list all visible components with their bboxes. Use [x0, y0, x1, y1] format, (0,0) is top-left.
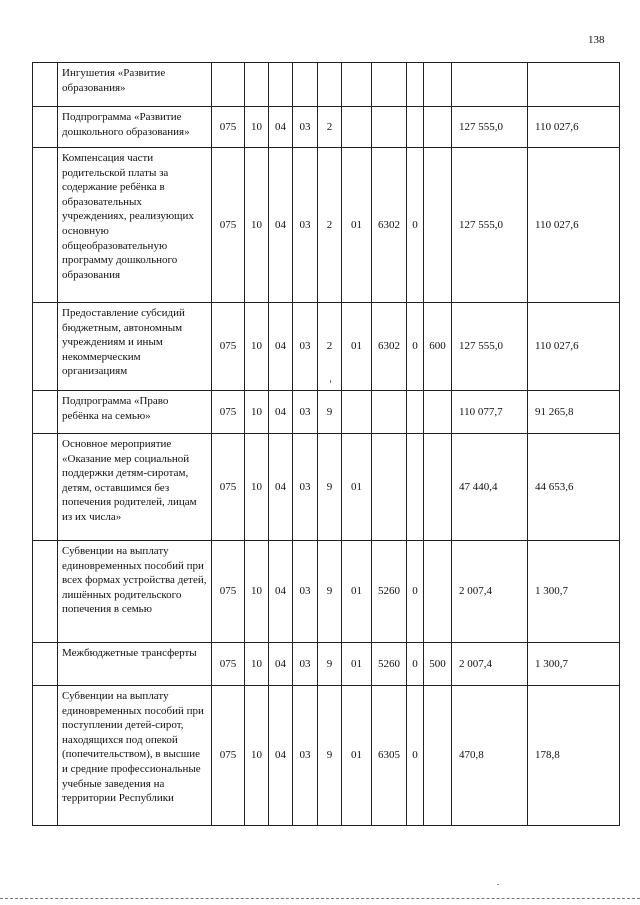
- row-number-cell: [33, 643, 58, 686]
- code-measure: [342, 391, 372, 434]
- code-subdirection: [407, 391, 424, 434]
- amount-planned: 47 440,4: [452, 434, 528, 541]
- code-expense-type: [424, 107, 452, 148]
- code-direction: 5260: [372, 541, 407, 643]
- code-section: 10: [245, 107, 269, 148]
- amount-planned: 2 007,4: [452, 541, 528, 643]
- code-section: 10: [245, 643, 269, 686]
- code-direction: [372, 391, 407, 434]
- code-subsection: 04: [269, 303, 293, 391]
- code-ministry: 075: [212, 643, 245, 686]
- code-subdirection: [407, 434, 424, 541]
- table-row: [33, 107, 620, 148]
- code-subsection: 04: [269, 541, 293, 643]
- row-number-cell: [33, 434, 58, 541]
- scan-bottom-edge: [0, 898, 640, 899]
- code-measure: 01: [342, 643, 372, 686]
- code-ministry: 075: [212, 148, 245, 303]
- code-measure: [342, 63, 372, 107]
- code-subsection: [269, 63, 293, 107]
- amount-executed: 110 027,6: [528, 303, 620, 391]
- row-name: Ингушетия «Развитие образования»: [58, 63, 212, 107]
- code-subdirection: [407, 63, 424, 107]
- amount-planned: 127 555,0: [452, 148, 528, 303]
- code-program: 03: [293, 643, 318, 686]
- code-subprogram: 2: [318, 107, 342, 148]
- code-measure: 01: [342, 541, 372, 643]
- amount-executed: 44 653,6: [528, 434, 620, 541]
- table-row: [33, 541, 620, 643]
- code-subprogram: 9: [318, 541, 342, 643]
- budget-table: [32, 62, 620, 826]
- code-ministry: 075: [212, 434, 245, 541]
- code-section: 10: [245, 148, 269, 303]
- code-subprogram: 9: [318, 391, 342, 434]
- amount-planned: 470,8: [452, 686, 528, 826]
- code-ministry: 075: [212, 686, 245, 826]
- code-subsection: 04: [269, 391, 293, 434]
- code-subsection: 04: [269, 148, 293, 303]
- row-name: Предоставление субсидий бюджетным, автономным учреждениям и иным некоммерческим организациям: [58, 303, 212, 391]
- row-number-cell: [33, 541, 58, 643]
- code-subdirection: 0: [407, 148, 424, 303]
- amount-planned: 2 007,4: [452, 643, 528, 686]
- table-row: [33, 148, 620, 303]
- code-direction: [372, 434, 407, 541]
- code-section: 10: [245, 686, 269, 826]
- amount-executed: 1 300,7: [528, 643, 620, 686]
- code-subprogram: 9: [318, 643, 342, 686]
- code-ministry: 075: [212, 391, 245, 434]
- code-program: 03: [293, 107, 318, 148]
- code-subsection: 04: [269, 107, 293, 148]
- row-name: Межбюджетные трансферты: [58, 643, 212, 686]
- code-direction: 5260: [372, 643, 407, 686]
- row-number-cell: [33, 63, 58, 107]
- table-row: [33, 686, 620, 826]
- amount-executed: [528, 63, 620, 107]
- row-name: Компенсация части родительской платы за содержание ребёнка в образовательных учреждениях, реализующих основную общеобразовательную программу дошкольного образования: [58, 148, 212, 303]
- amount-executed: 1 300,7: [528, 541, 620, 643]
- code-subprogram: 2: [318, 303, 342, 391]
- row-number-cell: [33, 303, 58, 391]
- code-section: 10: [245, 303, 269, 391]
- code-direction: 6302: [372, 303, 407, 391]
- code-subdirection: 0: [407, 541, 424, 643]
- amount-executed: 110 027,6: [528, 148, 620, 303]
- code-measure: [342, 107, 372, 148]
- amount-planned: 127 555,0: [452, 107, 528, 148]
- row-number-cell: [33, 686, 58, 826]
- code-expense-type: [424, 63, 452, 107]
- code-section: [245, 63, 269, 107]
- code-subdirection: [407, 107, 424, 148]
- code-section: 10: [245, 434, 269, 541]
- code-program: 03: [293, 148, 318, 303]
- code-program: 03: [293, 391, 318, 434]
- amount-executed: 91 265,8: [528, 391, 620, 434]
- table-row: [33, 303, 620, 391]
- code-program: 03: [293, 686, 318, 826]
- table-row: [33, 643, 620, 686]
- code-program: 03: [293, 303, 318, 391]
- code-subprogram: [318, 63, 342, 107]
- scan-speck: [330, 380, 331, 383]
- code-measure: 01: [342, 148, 372, 303]
- code-subdirection: 0: [407, 643, 424, 686]
- code-subsection: 04: [269, 434, 293, 541]
- code-expense-type: [424, 391, 452, 434]
- code-subprogram: 9: [318, 434, 342, 541]
- code-subdirection: 0: [407, 303, 424, 391]
- row-name: Основное мероприятие «Оказание мер социальной поддержки детям-сиротам, детям, оставшимся без попечения родителей, лицам из их числа»: [58, 434, 212, 541]
- row-number-cell: [33, 107, 58, 148]
- code-ministry: 075: [212, 107, 245, 148]
- code-expense-type: [424, 541, 452, 643]
- code-section: 10: [245, 391, 269, 434]
- code-ministry: [212, 63, 245, 107]
- amount-executed: 110 027,6: [528, 107, 620, 148]
- code-direction: 6302: [372, 148, 407, 303]
- code-measure: 01: [342, 303, 372, 391]
- code-subprogram: 9: [318, 686, 342, 826]
- code-subsection: 04: [269, 643, 293, 686]
- code-expense-type: [424, 434, 452, 541]
- code-subdirection: 0: [407, 686, 424, 826]
- code-program: 03: [293, 541, 318, 643]
- code-expense-type: [424, 686, 452, 826]
- code-ministry: 075: [212, 303, 245, 391]
- page-number: 138: [588, 34, 605, 46]
- code-subsection: 04: [269, 686, 293, 826]
- code-direction: [372, 107, 407, 148]
- row-number-cell: [33, 148, 58, 303]
- amount-planned: [452, 63, 528, 107]
- table-row: [33, 63, 620, 107]
- code-measure: 01: [342, 686, 372, 826]
- code-expense-type: [424, 148, 452, 303]
- row-name: Подпрограмма «Развитие дошкольного образования»: [58, 107, 212, 148]
- row-number-cell: [33, 391, 58, 434]
- code-expense-type: 500: [424, 643, 452, 686]
- code-direction: 6305: [372, 686, 407, 826]
- row-name: Субвенции на выплату единовременных пособий при поступлении детей-сирот, находящихся под опекой (попечительством), в высшие и средние профессиональные учебные заведения на территории Республики: [58, 686, 212, 826]
- scan-speck: [497, 884, 499, 885]
- amount-planned: 110 077,7: [452, 391, 528, 434]
- code-measure: 01: [342, 434, 372, 541]
- amount-executed: 178,8: [528, 686, 620, 826]
- table-row: [33, 434, 620, 541]
- code-section: 10: [245, 541, 269, 643]
- code-program: [293, 63, 318, 107]
- amount-planned: 127 555,0: [452, 303, 528, 391]
- code-ministry: 075: [212, 541, 245, 643]
- code-subprogram: 2: [318, 148, 342, 303]
- code-expense-type: 600: [424, 303, 452, 391]
- code-direction: [372, 63, 407, 107]
- code-program: 03: [293, 434, 318, 541]
- table-row: [33, 391, 620, 434]
- row-name: Субвенции на выплату единовременных пособий при всех формах устройства детей, лишённых родительского попечения в семью: [58, 541, 212, 643]
- row-name: Подпрограмма «Право ребёнка на семью»: [58, 391, 212, 434]
